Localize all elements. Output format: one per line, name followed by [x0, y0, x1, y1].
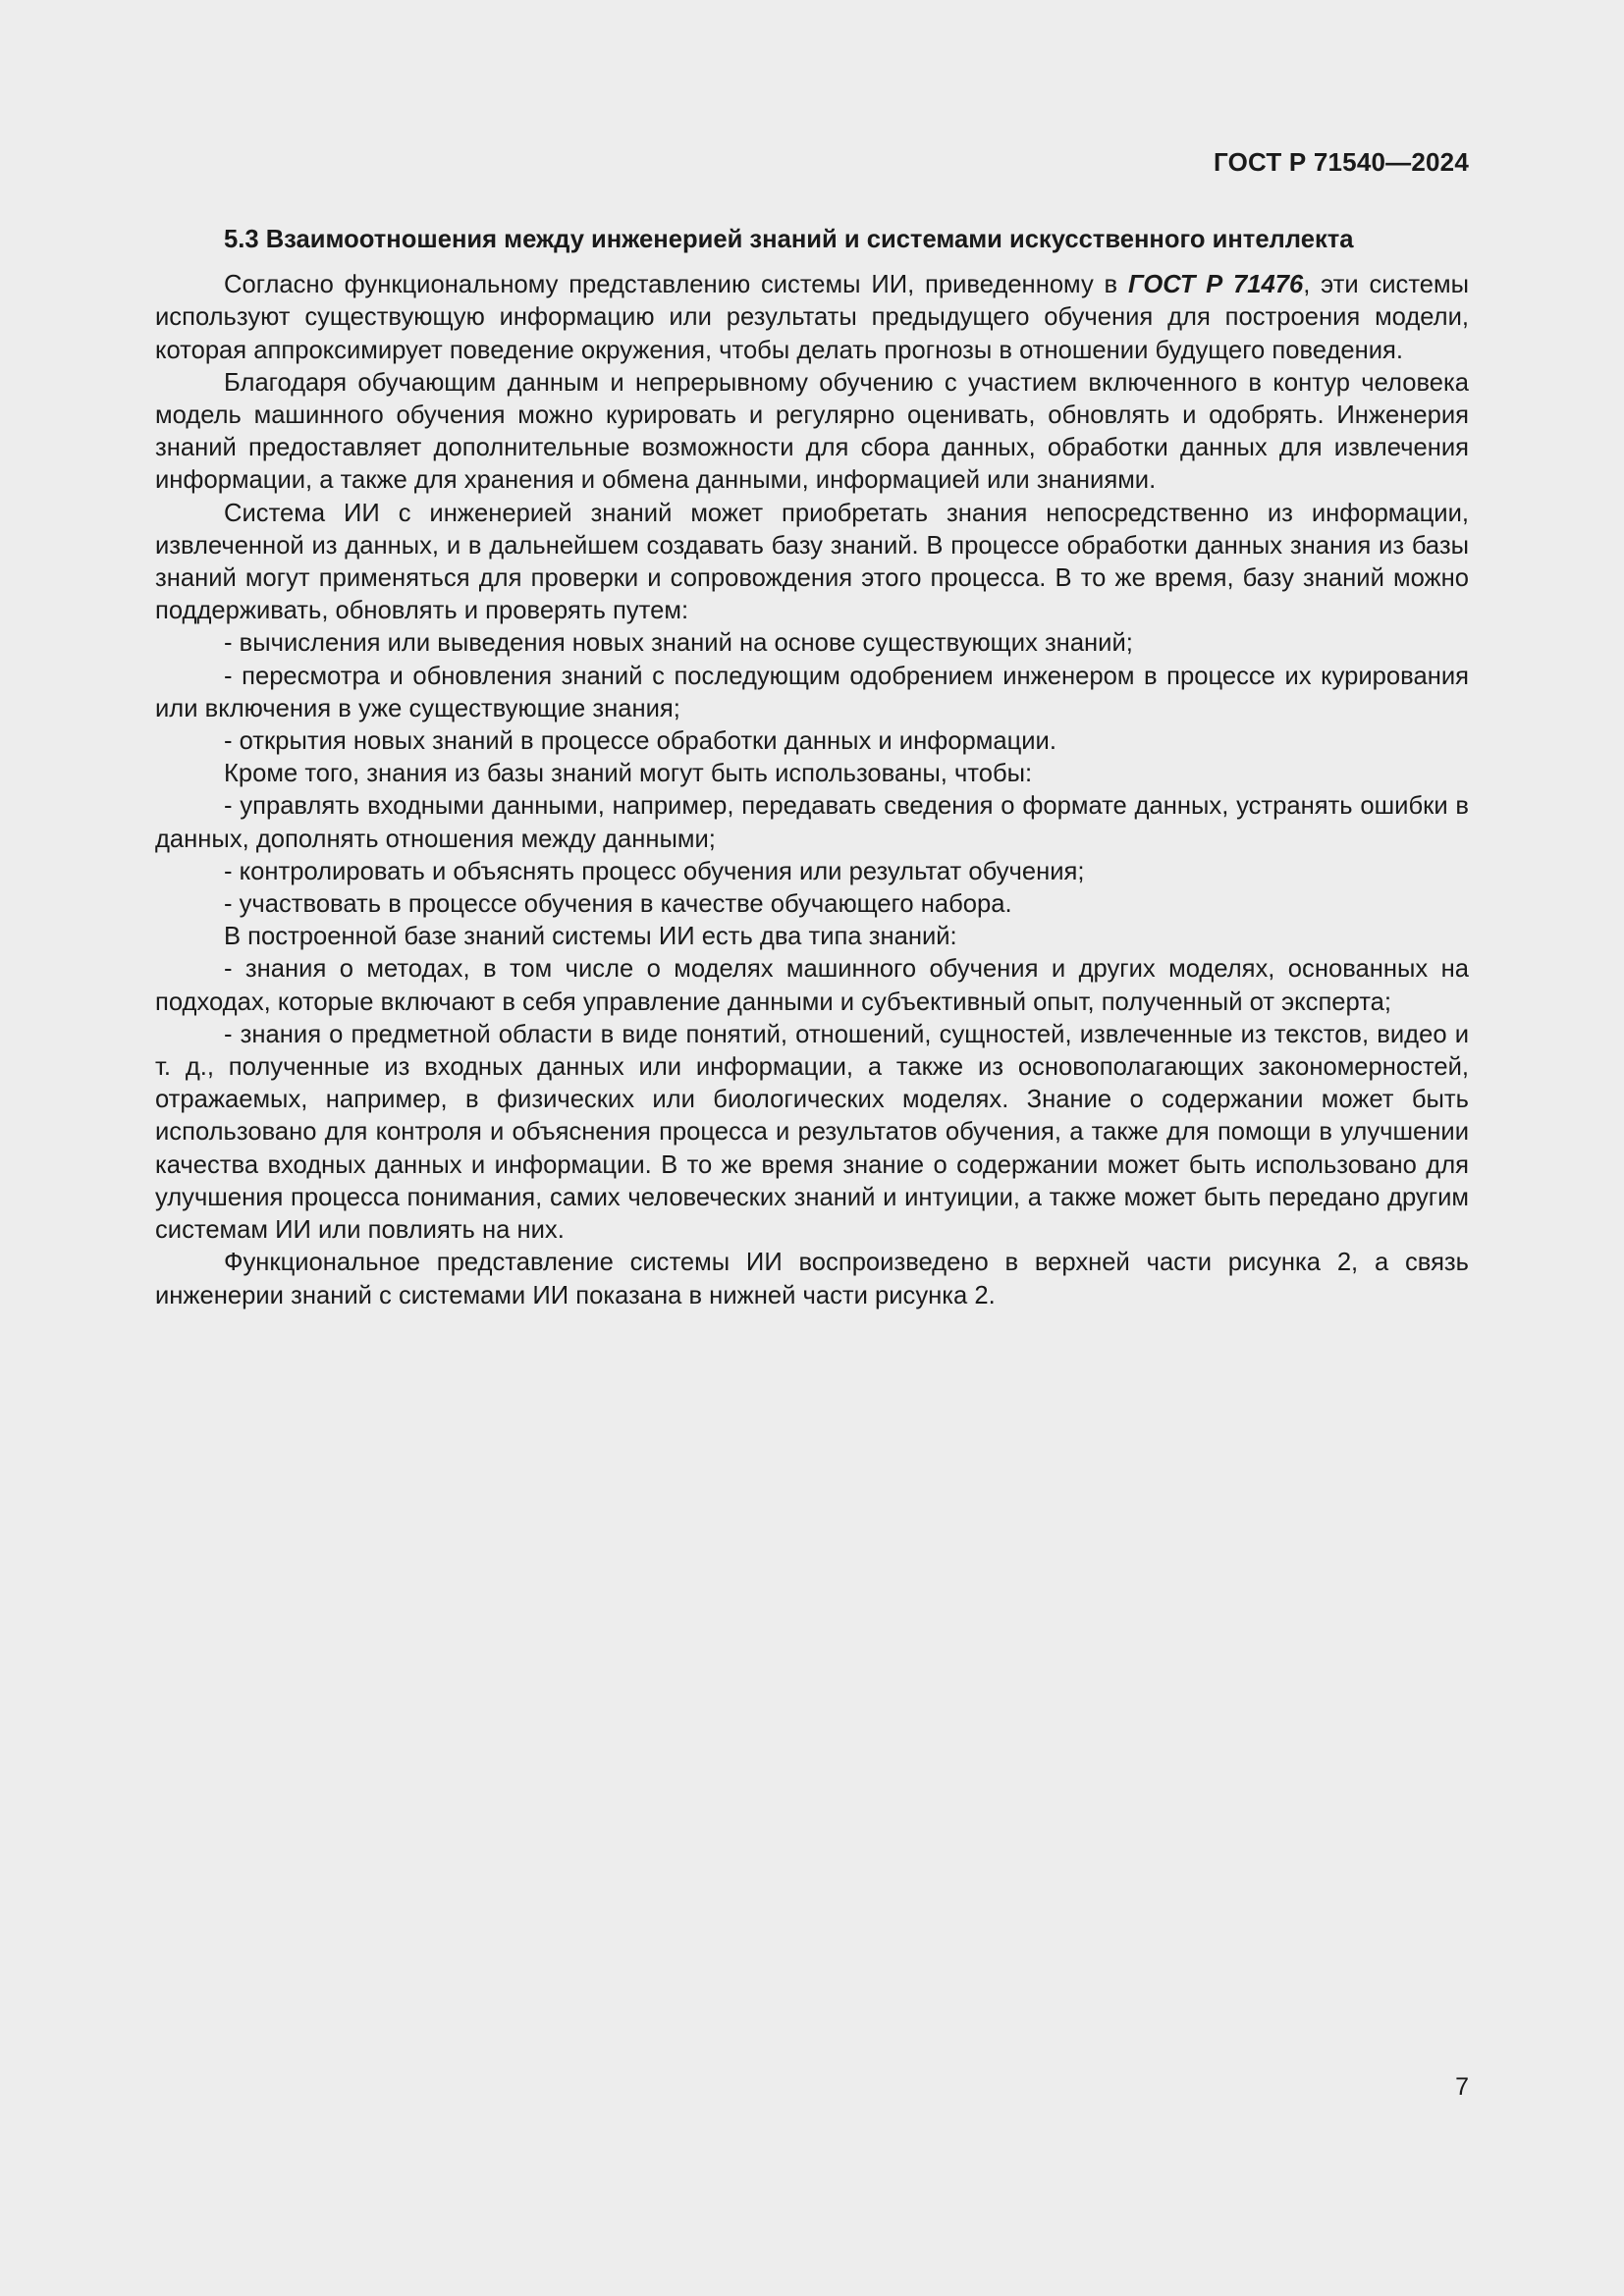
- paragraph: Система ИИ с инженерией знаний может приобретать знания непосредственно из информации, извлеченной из данных, и в дальнейшем создавать базу знаний. В процессе обработки данных знания из базы знаний могут применяться для проверки и сопровождения этого процесса. В то же время, базу знаний можно поддерживать, обновлять и проверять путем:: [155, 499, 1469, 625]
- list-item: - управлять входными данными, например, передавать сведения о формате данных, устранять ошибки в данных, дополнять отношения между данными;: [155, 792, 1469, 853]
- paragraph: Функциональное представление системы ИИ воспроизведено в верхней части рисунка 2, а связь инженерии знаний с системами ИИ показана в нижней части рисунка 2.: [155, 1249, 1469, 1309]
- page-content: [155, 224, 1469, 1312]
- paragraph: Благодаря обучающим данным и непрерывному обучению с участием включенного в контур человека модель машинного обучения можно курировать и регулярно оценивать, обновлять и одобрять. Инженерия знаний предоставляет дополнительные возможности для сбора данных, обработки данных для извлечения информации, а также для хранения и обмена данными, информацией или знаниями.: [155, 368, 1469, 495]
- list-item: - пересмотра и обновления знаний с последующим одобрением инженером в процессе их курирования или включения в уже существующие знания;: [155, 662, 1469, 722]
- list-item: - участвовать в процессе обучения в качестве обучающего набора.: [224, 890, 1012, 919]
- list-item: - знания о предметной области в виде понятий, отношений, сущностей, извлеченные из текстов, видео и т. д., полученные из входных данных или информации, а также из основополагающих закономерностей, отражаемых, например, в физических или биологических моделях. Знание о содержании может быть использовано для контроля и объяснения процесса и результатов обучения, а также для помощи в улучшении качества входных данных и информации. В то же время знание о содержании может быть использовано для улучшения процесса понимания, самих человеческих знаний и интуиции, а также может быть передано другим системам ИИ или повлиять на них.: [155, 1020, 1469, 1245]
- list-item: - открытия новых знаний в процессе обработки данных и информации.: [224, 727, 1056, 756]
- standard-reference-link[interactable]: ГОСТ Р 71476: [1127, 271, 1304, 299]
- page-number: 7: [1455, 2073, 1469, 2101]
- document-code: ГОСТ Р 71540—2024: [1214, 147, 1469, 177]
- paragraph-1-after: , эти системы используют существующую информацию или результаты предыдущего обучения для построения модели, которая аппроксимирует поведение окружения, чтобы делать прогнозы в отношении будущего поведения.: [155, 271, 1469, 364]
- list-item: - контролировать и объяснять процесс обучения или результат обучения;: [224, 857, 1085, 885]
- paragraph: Кроме того, знания из базы знаний могут быть использованы, чтобы:: [224, 760, 1033, 788]
- list-item: - знания о методах, в том числе о моделях машинного обучения и других моделях, основанных на подходах, которые включают в себя управление данными и субъективный опыт, полученный от эксперта;: [155, 955, 1469, 1016]
- paragraph-1-before: Согласно функциональному представлению системы ИИ, приведенному в: [224, 271, 1128, 299]
- paragraph: В построенной базе знаний системы ИИ есть два типа знаний:: [224, 923, 957, 951]
- paragraph-1: [155, 269, 1469, 367]
- section-heading: 5.3 Взаимоотношения между инженерией знаний и системами искусственного интеллекта: [224, 226, 1354, 253]
- list-item: - вычисления или выведения новых знаний на основе существующих знаний;: [224, 629, 1133, 658]
